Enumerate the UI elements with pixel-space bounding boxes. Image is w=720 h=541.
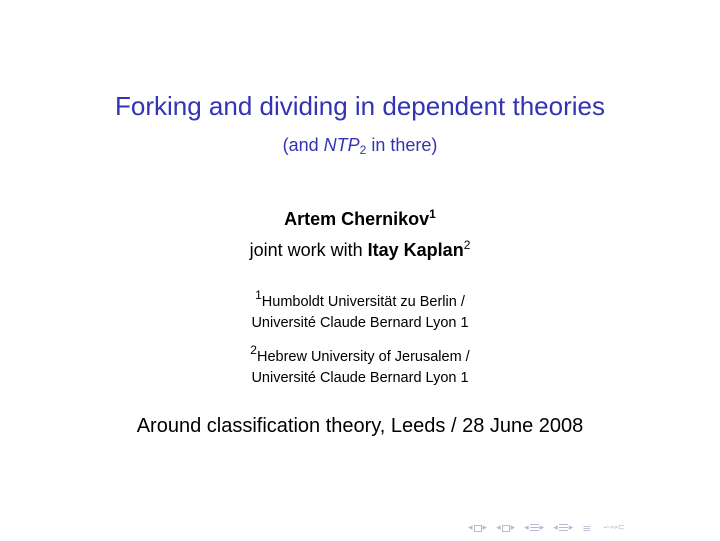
subtitle-after: in there) <box>366 135 438 155</box>
nav-search-icon[interactable]: ∽∾⊂ <box>602 523 626 533</box>
nav-next-frame-icon[interactable]: ▸ <box>510 523 516 533</box>
institution-1-marker: 1 <box>255 288 262 302</box>
institution-2 <box>0 343 720 389</box>
institution-2-line1: Hebrew University of Jerusalem / <box>256 349 470 365</box>
nav-next-section-icon[interactable]: ▸ <box>539 523 545 533</box>
page-title: Forking and dividing in dependent theories <box>114 91 605 121</box>
nav-align-icon[interactable]: ≡ <box>582 521 592 535</box>
subtitle-before: (and <box>282 135 324 155</box>
event-date: Around classification theory, Leeds / 28 June 2008 <box>136 415 584 437</box>
nav-frames-icon[interactable] <box>502 525 510 532</box>
institution-1 <box>0 288 720 334</box>
coauthor-name: Itay Kaplan <box>367 240 464 260</box>
joint-prefix: joint work with <box>249 240 368 260</box>
nav-frame-icon[interactable] <box>474 525 482 532</box>
nav-prev-subsection-icon[interactable]: ◂ <box>553 523 558 533</box>
subtitle-ntp-subscript: 2 <box>359 143 367 157</box>
joint-work <box>0 240 720 261</box>
author-name: Artem Chernikov <box>284 209 430 229</box>
coauthor-affiliation-marker: 2 <box>463 238 471 252</box>
nav-first-icon[interactable]: ◂ <box>468 523 473 533</box>
author-affiliation-marker: 1 <box>429 207 436 221</box>
nav-next-subsection-icon[interactable]: ▸ <box>568 523 574 533</box>
subtitle <box>0 135 720 157</box>
author <box>0 209 720 230</box>
institution-2-marker: 2 <box>250 343 257 357</box>
nav-section-icon[interactable] <box>530 524 539 532</box>
institution-1-line1: Humboldt Universität zu Berlin / <box>261 294 465 310</box>
subtitle-ntp: NTP <box>323 135 360 155</box>
nav-prev-section-icon[interactable]: ◂ <box>524 523 529 533</box>
beamer-navigation <box>468 521 625 535</box>
nav-prev-frame-icon[interactable]: ◂ <box>496 523 501 533</box>
nav-next-icon[interactable]: ▸ <box>482 523 488 533</box>
nav-subsection-icon[interactable] <box>559 524 568 532</box>
institution-1-line2: Université Claude Bernard Lyon 1 <box>251 315 469 331</box>
institution-2-line2: Université Claude Bernard Lyon 1 <box>251 370 469 386</box>
